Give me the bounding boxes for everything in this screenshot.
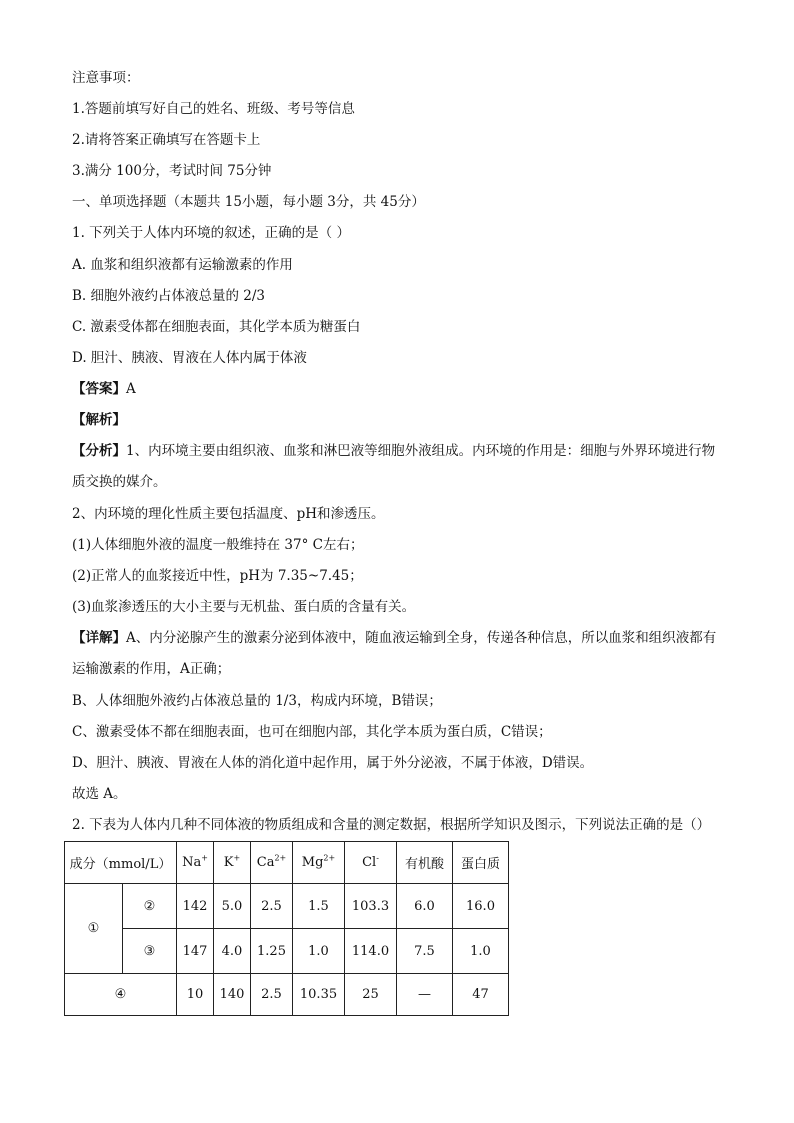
detail-tag: 【详解】 [72,630,126,646]
q1-option-d: D. 胆汁、胰液、胃液在人体内属于体液 [72,350,307,366]
header-organic-acid: 有机酸 [397,842,453,884]
table-cell: 142 [177,884,214,929]
q1-option-c: C. 激素受体都在细胞表面，其化学本质为糖蛋白 [72,319,361,335]
table-cell: 147 [177,929,214,974]
analysis-point: 2、内环境的理化性质主要包括温度、pH和渗透压。 [72,506,385,522]
table-cell: 1.0 [293,929,345,974]
header-label: 成分（mmol/L） [65,842,177,884]
analysis-tag [72,410,126,430]
q1-option-a: A. 血浆和组织液都有运输激素的作用 [72,257,293,273]
answer-value: A [126,381,136,397]
group-label: ① [65,884,123,974]
analysis-intro-tag: 【分析】 [72,443,126,459]
analysis-intro-text: 1、内环境主要由组织液、血浆和淋巴液等细胞外液组成。内环境的作用是：细胞与外界环境进行物质交换的媒介。 [72,443,716,490]
table-cell: — [397,974,453,1016]
analysis-intro [72,436,722,498]
section-heading: 一、单项选择题（本题共 15小题，每小题 3分，共 45分） [72,194,425,210]
table-cell: 2.5 [251,884,293,929]
header-protein: 蛋白质 [453,842,509,884]
detail-a-text: A、内分泌腺产生的激素分泌到体液中，随血液运输到全身，传递各种信息，所以血浆和组织液都有运输激素的作用，A正确； [72,630,717,677]
conclusion: 故选 A。 [72,786,127,802]
row-label: ③ [123,929,177,974]
header-cl: Cl- [345,842,397,884]
table-cell: 6.0 [397,884,453,929]
row-label: ② [123,884,177,929]
detail-c: C、激素受体不都在细胞表面，也可在细胞内部，其化学本质为蛋白质，C错误； [72,724,552,740]
q1-option-b: B. 细胞外液约占体液总量的 2/3 [72,288,266,304]
analysis-label: 【解析】 [72,412,126,428]
table-cell: 103.3 [345,884,397,929]
table-cell: 1.5 [293,884,345,929]
analysis-point: (1)人体细胞外液的温度一般维持在 37° C左右； [72,537,364,553]
table-cell: 140 [214,974,251,1016]
table-cell: 25 [345,974,397,1016]
table-cell: 5.0 [214,884,251,929]
row-label: ④ [65,974,177,1016]
table-cell: 10 [177,974,214,1016]
note-item: 2.请将答案正确填写在答题卡上 [72,132,261,148]
answer-line [72,379,136,399]
detail-a [72,623,722,685]
table-cell: 1.0 [453,929,509,974]
analysis-point: (3)血浆渗透压的大小主要与无机盐、蛋白质的含量有关。 [72,599,416,615]
header-na: Na+ [177,842,214,884]
header-k: K+ [214,842,251,884]
question-1-stem: 1. 下列关于人体内环境的叙述，正确的是（ ） [72,225,350,241]
table-cell: 16.0 [453,884,509,929]
table-header-row [65,842,509,884]
table-cell: 4.0 [214,929,251,974]
question-2-stem: 2. 下表为人体内几种不同体液的物质组成和含量的测定数据，根据所学知识及图示，下列说法正确的是（） [72,817,711,833]
table-row [65,929,509,974]
table-cell: 2.5 [251,974,293,1016]
header-mg: $Mg^{2+}$ [293,842,345,884]
composition-table [64,841,509,1016]
detail-b: B、人体细胞外液约占体液总量的 1/3，构成内环境，B错误； [72,693,442,709]
table-row [65,884,509,929]
table-cell: 10.35 [293,974,345,1016]
table-cell: 7.5 [397,929,453,974]
notes-title: 注意事项： [72,70,140,86]
answer-tag: 【答案】 [72,381,126,397]
header-ca: $Ca^{2+}$ [251,842,293,884]
table-cell: 1.25 [251,929,293,974]
table-cell: 47 [453,974,509,1016]
analysis-point: (2)正常人的血浆接近中性，pH为 7.35~7.45； [72,568,363,584]
table-row [65,974,509,1016]
note-item: 3.满分 100分，考试时间 75分钟 [72,163,272,179]
note-item: 1.答题前填写好自己的姓名、班级、考号等信息 [72,101,355,117]
table-cell: 114.0 [345,929,397,974]
detail-d: D、胆汁、胰液、胃液在人体的消化道中起作用，属于外分泌液，不属于体液，D错误。 [72,755,594,771]
